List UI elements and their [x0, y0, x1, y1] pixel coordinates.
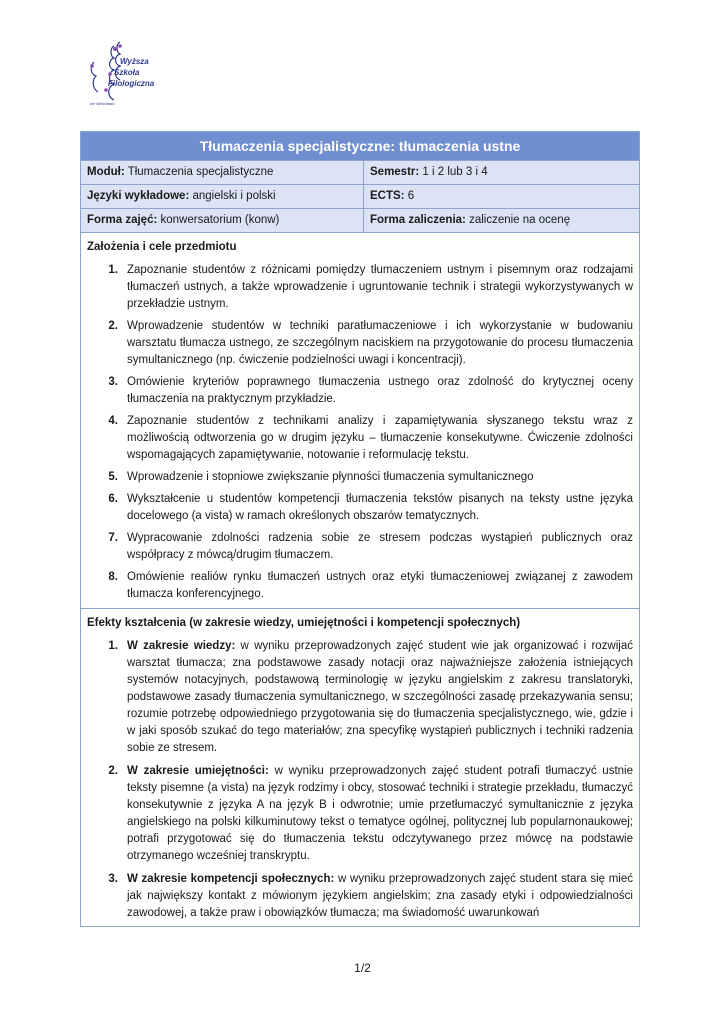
forma-value: konwersatorium (konw)	[160, 214, 280, 226]
list-item	[87, 413, 633, 464]
item-text: Wprowadzenie studentów w techniki paratłumaczeniowe i ich wykorzystanie w budowaniu warsztatu tłumacza ustnego, ze szczególnym naciskiem na przygotowanie do procesu tłumaczenia symultanicznego (np. ćwiczenie podzielności uwagi i koncentracji).	[127, 320, 633, 366]
item-lead: W zakresie wiedzy:	[127, 640, 236, 652]
item-text: Wypracowanie zdolności radzenia sobie ze stresem podczas wystąpień publicznych oraz współpracy z mówcą/drugim tłumaczem.	[127, 532, 633, 561]
forma-label: Forma zajęć:	[87, 214, 158, 226]
item-number: 5.	[108, 471, 118, 483]
item-number: 2.	[108, 765, 118, 777]
item-body: w wyniku przeprowadzonych zajęć student potrafi tłumaczyć ustnie teksty pisemne (a vista) na język rodzimy i obcy, stosować techniki i strategie przekładu, tłumaczyć konsekutywnie z języka A na język B i odwrotnie; umie przetłumaczyć symultanicznie z języka angielskiego na polski kilkuminutowy tekst o tematyce ogólnej, politycznej lub popularnonaukowej; potrafi przygotować się do tłumaczenia tekstu odczytywanego przez mówcę na podstawie otrzymanego wcześniej transkryptu.	[127, 765, 633, 862]
info-row-3	[81, 209, 639, 233]
effects-list	[87, 638, 633, 922]
list-item	[87, 871, 633, 922]
modul-value: Tłumaczenia specjalistyczne	[127, 166, 274, 178]
semestr-value: 1 i 2 lub 3 i 4	[422, 166, 488, 178]
logo-line-3: Filologiczna	[108, 79, 155, 88]
item-number: 1.	[108, 264, 118, 276]
list-item	[87, 638, 633, 757]
item-number: 1.	[108, 640, 118, 652]
syllabus-card	[80, 131, 640, 927]
forma-cell	[81, 209, 364, 232]
effects-section	[81, 609, 639, 922]
zaliczenie-cell	[364, 209, 639, 232]
school-logo	[84, 40, 164, 110]
zaliczenie-value: zaliczenie na ocenę	[469, 214, 571, 226]
item-lead: W zakresie kompetencji społecznych:	[127, 873, 335, 885]
ects-label: ECTS:	[370, 190, 405, 202]
logo-line-1: Wyższa	[120, 57, 149, 66]
jezyki-value: angielski i polski	[192, 190, 276, 202]
jezyki-label: Języki wykładowe:	[87, 190, 190, 202]
item-number: 7.	[108, 532, 118, 544]
aims-heading: Założenia i cele przedmiotu	[87, 241, 237, 253]
item-text: Wykształcenie u studentów kompetencji tłumaczenia tekstów pisanych na teksty ustne języka docelowego (a vista) w ramach określonych obszarów tematycznych.	[127, 493, 633, 522]
item-lead: W zakresie umiejętności:	[127, 765, 269, 777]
aims-list	[87, 262, 633, 603]
semestr-label: Semestr:	[370, 166, 420, 178]
list-item	[87, 530, 633, 564]
item-text: Omówienie realiów rynku tłumaczeń ustnych oraz etyki tłumaczeniowej związanej z zawodem tłumacza konferencyjnego.	[127, 571, 633, 600]
item-number: 8.	[108, 571, 118, 583]
item-number: 3.	[108, 873, 118, 885]
modul-label: Moduł:	[87, 166, 125, 178]
page-number: 1/2	[354, 961, 371, 975]
item-text	[127, 638, 633, 757]
course-title: Tłumaczenia specjalistyczne: tłumaczenia ustne	[81, 132, 639, 161]
item-body: w wyniku przeprowadzonych zajęć student wie jak organizować i rozwijać warsztat tłumacza; zna podstawowe zasady notacji oraz najważniejsze założenia istniejących systemów notacyjnych, podstawową terminologię w języku angielskim z zakresu translatoryki, podstawowe zasady tłumaczenia symultanicznego, w szczególności zasadę przekazywania sensu; rozumie potrzebę odpowiedniego przygotowania się do tłumaczenia specjalistycznego, wie, gdzie i w jaki sposób szukać do tego materiałów; zna specyfikę wystąpień publicznych i techniki radzenia sobie ze stresem.	[127, 640, 633, 754]
effects-heading: Efekty kształcenia (w zakresie wiedzy, umiejętności i kompetencji społecznych)	[87, 617, 521, 629]
list-item	[87, 374, 633, 408]
semestr-cell	[364, 161, 639, 184]
item-text: Zapoznanie studentów z różnicami pomiędzy tłumaczeniem ustnym i pisemnym oraz rodzajami tłumaczeń ustnych, a także wprowadzenie i ugruntowanie technik i strategii wykorzystywanych w przekładzie ustnym.	[127, 264, 633, 310]
list-item	[87, 318, 633, 369]
list-item	[87, 262, 633, 313]
logo-line-2: Szkoła	[114, 68, 140, 77]
list-item	[87, 569, 633, 603]
list-item	[87, 469, 633, 486]
item-text: Wprowadzenie i stopniowe zwiększanie płynności tłumaczenia symultanicznego	[127, 471, 534, 483]
item-body: w wyniku przeprowadzonych zajęć student stara się mieć jak największy kontakt z mówionym językiem angielskim; zna zasady etyki i odpowiedzialności zawodowej, a także praw i obowiązków tłumacza; ma świadomość uwarunkowań	[127, 873, 633, 919]
info-row-1	[81, 161, 639, 185]
ects-cell	[364, 185, 639, 208]
logo-line-4: we Wrocławiu	[90, 101, 115, 106]
item-number: 3.	[108, 376, 118, 388]
item-text: Zapoznanie studentów z technikami analizy i zapamiętywania słyszanego tekstu wraz z możliwością odtworzenia go w drugim języku – tłumaczenie konsekutywne. Ćwiczenie zdolności wspomagających zapamiętywanie, notowanie i reformulację tekstu.	[127, 415, 633, 461]
item-number: 2.	[108, 320, 118, 332]
item-number: 6.	[108, 493, 118, 505]
info-row-2	[81, 185, 639, 209]
item-text: Omówienie kryteriów poprawnego tłumaczenia ustnego oraz zdolność do krytycznej oceny tłumaczenia na praktycznym przykładzie.	[127, 376, 633, 405]
ects-value: 6	[407, 190, 415, 202]
item-number: 4.	[108, 415, 118, 427]
list-item	[87, 491, 633, 525]
zaliczenie-label: Forma zaliczenia:	[370, 214, 466, 226]
item-text	[127, 871, 633, 922]
jezyki-cell	[81, 185, 364, 208]
modul-cell	[81, 161, 364, 184]
item-text	[127, 763, 633, 865]
list-item	[87, 763, 633, 865]
aims-section	[81, 233, 639, 609]
